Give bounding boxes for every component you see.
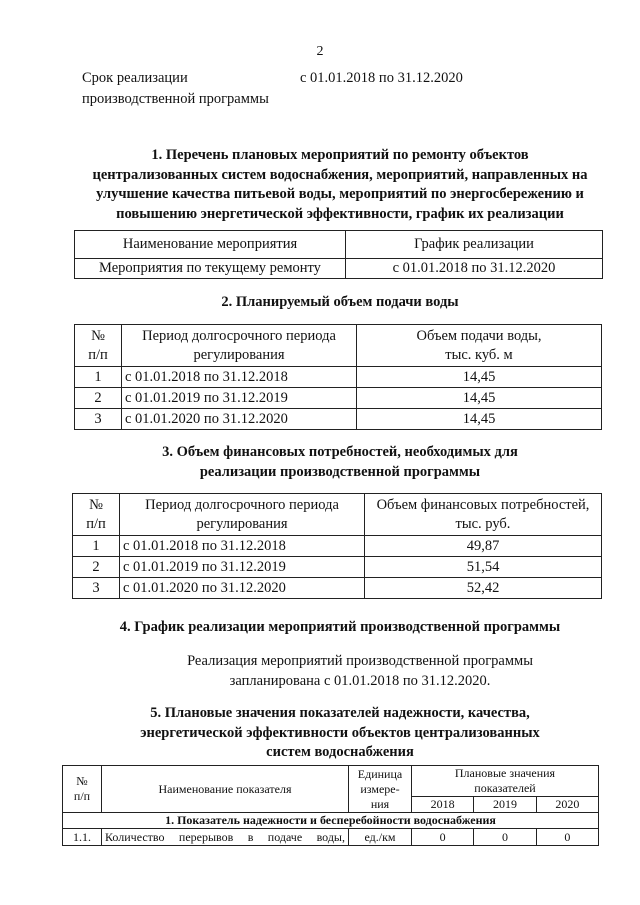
table-row: [73, 578, 602, 599]
table-header-row: [73, 494, 602, 536]
table-cell: с 01.01.2019 по 31.12.2019: [120, 557, 365, 578]
table-subsection-row: [63, 813, 599, 829]
section2-table: [74, 324, 602, 430]
header-cell: График реализации: [346, 231, 603, 259]
term-label: [82, 68, 302, 110]
header-cell-unit: [349, 766, 412, 813]
header-cell-num: [73, 494, 120, 536]
header-line: №: [76, 774, 88, 788]
header-line: Период долгосрочного периода: [142, 327, 336, 344]
table-cell: Количество перерывов в подаче воды,: [102, 829, 349, 846]
table-cell: 14,45: [357, 388, 602, 409]
table-cell: 14,45: [357, 409, 602, 430]
table-row: [63, 829, 599, 846]
table-row: [73, 536, 602, 557]
table-cell: 1: [75, 367, 122, 388]
table-cell: с 01.01.2018 по 31.12.2020: [346, 259, 603, 279]
header-line: тыс. руб.: [455, 515, 511, 532]
subsection-cell: 1. Показатель надежности и бесперебойности водоснабжения: [63, 813, 599, 829]
section1-title: [60, 146, 620, 224]
term-value: с 01.01.2018 по 31.12.2020: [300, 70, 463, 86]
header-line: Плановые значения: [454, 766, 556, 780]
header-cell-value: [365, 494, 602, 536]
header-line: Объем финансовых потребностей,: [376, 496, 590, 513]
table-cell: с 01.01.2018 по 31.12.2018: [120, 536, 365, 557]
section4-text-line: Реализация мероприятий производственной программы: [187, 653, 533, 669]
section5-title-line: энергетической эффективности объектов централизованных: [140, 724, 540, 741]
table-cell: с 01.01.2020 по 31.12.2020: [122, 409, 357, 430]
table-cell: 51,54: [365, 557, 602, 578]
term-label-line2: производственной программы: [82, 91, 269, 107]
header-cell-plan: [412, 766, 599, 797]
table-cell: 3: [73, 578, 120, 599]
table-cell: 14,45: [357, 367, 602, 388]
section1-title-line: улучшение качества питьевой воды, мероприятий по энергосбережению и: [96, 186, 584, 202]
table-cell: Мероприятия по текущему ремонту: [75, 259, 346, 279]
table-row: [75, 409, 602, 430]
section1-table: [74, 230, 603, 279]
table-cell: 2: [75, 388, 122, 409]
header-line: Единица: [357, 766, 403, 781]
year-cell: 2018: [412, 797, 474, 813]
header-line: п/п: [86, 515, 106, 532]
table-cell: 0: [412, 829, 474, 846]
table-cell: 0: [474, 829, 536, 846]
header-line: регулирования: [193, 346, 285, 363]
section1-title-line: повышению энергетической эффективности, график их реализации: [116, 205, 564, 222]
table-cell: с 01.01.2020 по 31.12.2020: [120, 578, 365, 599]
header-line: тыс. куб. м: [445, 346, 513, 363]
section3-title-line: 3. Объем финансовых потребностей, необходимых для: [162, 444, 518, 460]
table-cell: 1: [73, 536, 120, 557]
header-line: показателей: [474, 781, 536, 795]
header-line: Объем подачи воды,: [416, 327, 542, 344]
header-cell-period: [120, 494, 365, 536]
table-cell: 49,87: [365, 536, 602, 557]
section1-title-line: 1. Перечень плановых мероприятий по ремонту объектов: [151, 147, 529, 163]
header-line: №: [91, 327, 105, 344]
section3-title: [60, 443, 620, 482]
header-cell: Наименование мероприятия: [75, 231, 346, 259]
header-line: п/п: [73, 789, 91, 803]
table-row: [75, 259, 603, 279]
section5-title: [40, 704, 640, 763]
table-row: [73, 557, 602, 578]
header-cell-num: [75, 325, 122, 367]
table-row: [75, 367, 602, 388]
page-number: 2: [316, 44, 324, 59]
section3-table: [72, 493, 602, 599]
section3-title-line: реализации производственной программы: [199, 463, 481, 480]
term-label-line1: Срок реализации: [82, 70, 188, 86]
table-cell: 0: [536, 829, 598, 846]
year-cell: 2020: [536, 797, 598, 813]
section4-text-line: запланирована с 01.01.2018 по 31.12.2020.: [229, 672, 491, 689]
section2-title: 2. Планируемый объем подачи воды: [221, 294, 459, 310]
section5-title-line: систем водоснабжения: [266, 744, 414, 760]
table-cell: 2: [73, 557, 120, 578]
section5-table: [62, 765, 599, 846]
table-cell: с 01.01.2018 по 31.12.2018: [122, 367, 357, 388]
header-line: Период долгосрочного периода: [145, 496, 339, 513]
header-line: ния: [370, 796, 390, 811]
year-cell: 2019: [474, 797, 536, 813]
section4-text: [100, 652, 620, 691]
table-header-row: [63, 766, 599, 797]
table-cell: ед./км: [349, 829, 412, 846]
header-line: регулирования: [196, 515, 288, 532]
table-cell: 3: [75, 409, 122, 430]
header-cell-period: [122, 325, 357, 367]
header-cell-num: [63, 766, 102, 813]
header-line: №: [89, 496, 103, 513]
table-cell: 1.1.: [63, 829, 102, 846]
header-cell-name: Наименование показателя: [102, 766, 349, 813]
header-cell-value: [357, 325, 602, 367]
table-header-row: [75, 325, 602, 367]
table-cell: 52,42: [365, 578, 602, 599]
table-header-row: [75, 231, 603, 259]
header-line: измере-: [360, 781, 400, 796]
section5-title-line: 5. Плановые значения показателей надежности, качества,: [150, 705, 530, 721]
section1-title-line: централизованных систем водоснабжения, мероприятий, направленных на: [92, 166, 588, 183]
section4-title: 4. График реализации мероприятий производственной программы: [119, 619, 561, 635]
table-cell: с 01.01.2019 по 31.12.2019: [122, 388, 357, 409]
header-line: п/п: [88, 346, 108, 363]
table-row: [75, 388, 602, 409]
